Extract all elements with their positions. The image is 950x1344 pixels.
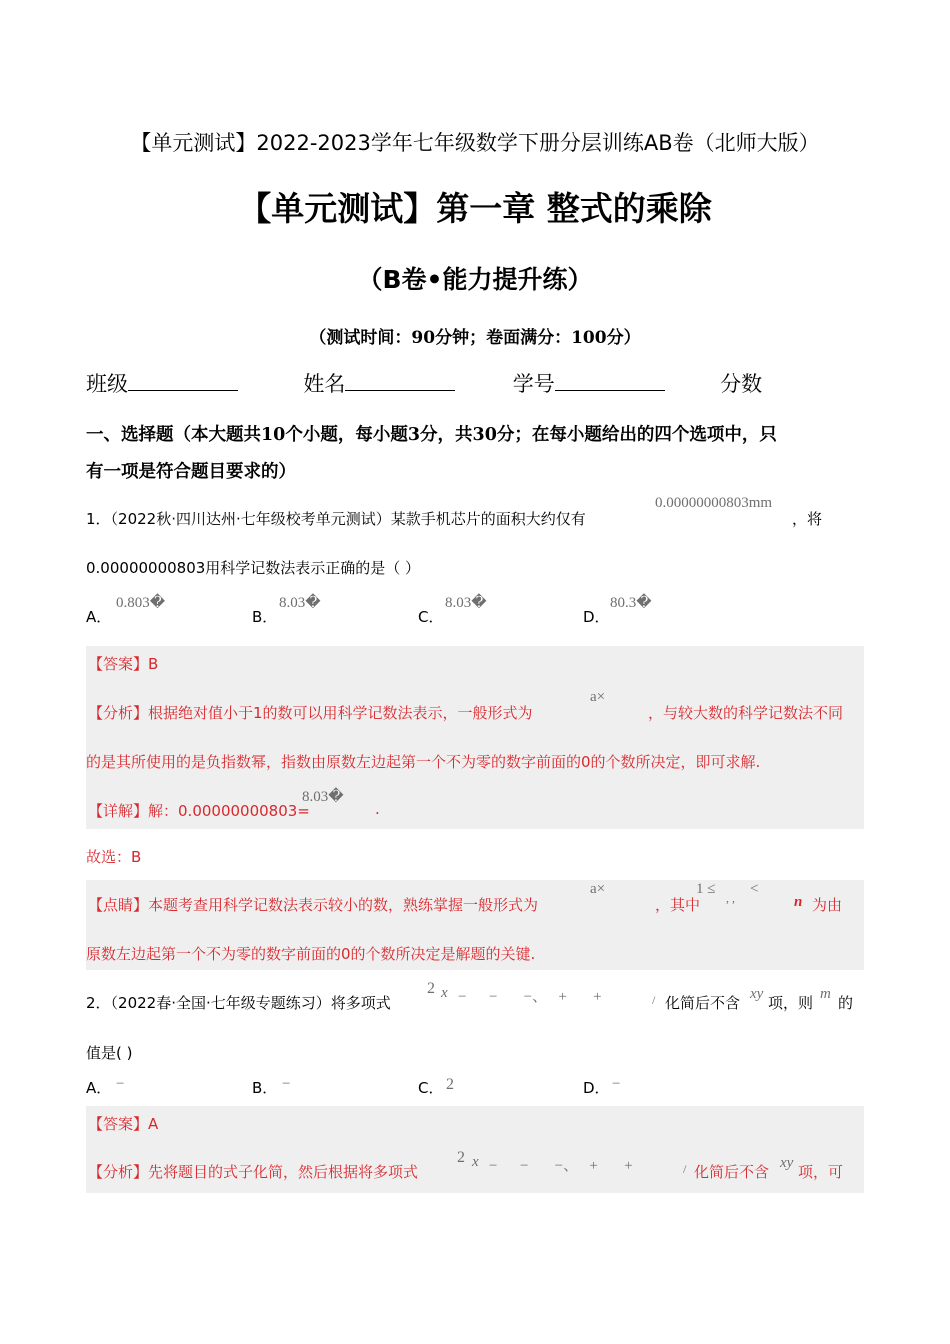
q2-option-b-expr: − bbox=[282, 1076, 291, 1092]
q1-option-a-expr: 0.803� bbox=[116, 595, 166, 611]
q1-comment-cond3: < bbox=[750, 881, 759, 897]
q1-analysis-line1-end: ，与较大数的科学记数法不同 bbox=[648, 704, 844, 722]
q1-detail: 【详解】解：0.00000000803= bbox=[88, 802, 310, 820]
q2-stem-after-b: 项，则 bbox=[768, 994, 814, 1012]
q1-stem-line1: 1．（2022秋·四川达州·七年级校考单元测试）某款手机芯片的面积大约仅有 bbox=[86, 510, 586, 528]
q1-comment-line1-end: 为由 bbox=[812, 896, 843, 914]
q1-answer: 【答案】B bbox=[88, 655, 159, 673]
q2-poly-end: / bbox=[652, 993, 656, 1007]
q1-comment-form: a× bbox=[590, 881, 606, 897]
q2-analysis-poly-rest: − − −、 + + bbox=[489, 1158, 633, 1174]
q1-comment-n: n bbox=[794, 894, 803, 910]
q1-option-c-label: C． bbox=[418, 608, 444, 626]
section-heading-line2: 有一项是符合题目要求的） bbox=[86, 462, 296, 482]
name-blank bbox=[345, 370, 455, 391]
time-info: （测试时间：90分钟；卷面满分：100分） bbox=[309, 328, 641, 348]
q2-poly-x: x bbox=[441, 985, 448, 1001]
q1-analysis-form: a× bbox=[590, 689, 606, 705]
name-label: 姓名 bbox=[303, 372, 346, 396]
q1-option-b-expr: 8.03� bbox=[279, 595, 321, 611]
q2-option-c-label: C． bbox=[418, 1079, 444, 1097]
q1-analysis-line1: 【分析】根据绝对值小于1的数可以用科学记数法表示，一般形式为 bbox=[88, 704, 533, 722]
q2-poly-lead: 2 bbox=[427, 980, 435, 997]
q2-m: m bbox=[820, 986, 831, 1002]
q2-option-d-expr: − bbox=[612, 1076, 621, 1092]
student-fields bbox=[86, 368, 762, 398]
q2-analysis-poly-end: / bbox=[683, 1162, 687, 1176]
q1-choice: 故选：B bbox=[86, 848, 142, 866]
q1-stem-after: ，将 bbox=[792, 510, 823, 528]
q1-stem-line2: 0.00000000803用科学记数法表示正确的是（ ） bbox=[86, 559, 421, 577]
q2-option-d-label: D． bbox=[583, 1079, 610, 1097]
q2-number: 2． bbox=[86, 994, 111, 1012]
q2-analysis-line1: 【分析】先将题目的式子化简，然后根据将多项式 bbox=[88, 1163, 419, 1181]
q2-analysis-xy: xy bbox=[780, 1155, 794, 1171]
q1-option-b-label: B． bbox=[252, 608, 278, 626]
section-heading-line1: 一、选择题（本大题共10个小题，每小题3分，共30分；在每小题给出的四个选项中，只 bbox=[86, 425, 777, 445]
score-label: 分数 bbox=[720, 372, 763, 396]
q2-xy: xy bbox=[750, 986, 764, 1002]
q1-detail-end: . bbox=[375, 800, 380, 818]
q2-option-a-expr: − bbox=[116, 1076, 125, 1092]
q1-number: 1． bbox=[86, 510, 111, 528]
q1-comment-line2: 原数左边起第一个不为零的数字前面的0的个数所决定是解题的关键. bbox=[86, 945, 536, 963]
q1-comment-cond2: , , bbox=[726, 891, 735, 905]
q1-detail-expr: 8.03� bbox=[302, 789, 344, 805]
series-title: 【单元测试】2022-2023学年七年级数学下册分层训练AB卷（北师大版） bbox=[130, 131, 820, 155]
q2-analysis-after-a: 化简后不含 bbox=[694, 1163, 770, 1181]
q1-option-c-expr: 8.03� bbox=[445, 595, 487, 611]
q2-option-b-label: B． bbox=[252, 1079, 278, 1097]
q1-analysis-line2: 的是其所使用的是负指数幂，指数由原数左边起第一个不为零的数字前面的0的个数所决定，即可求解. bbox=[86, 753, 761, 771]
q2-stem-line1: 2．（2022春·全国·七年级专题练习）将多项式 bbox=[86, 994, 391, 1012]
q2-analysis-after-b: 项，可 bbox=[798, 1163, 844, 1181]
q1-area-expression: 0.00000000803mm bbox=[655, 495, 773, 511]
q2-stem-line2: 值是( ) bbox=[86, 1044, 133, 1062]
q1-option-a-label: A． bbox=[86, 608, 112, 626]
q2-answer: 【答案】A bbox=[88, 1115, 159, 1133]
q1-option-d-expr: 80.3� bbox=[610, 595, 652, 611]
q2-option-a-label: A． bbox=[86, 1079, 112, 1097]
subtitle: （B卷•能力提升练） bbox=[357, 265, 593, 294]
q2-stem-after-a: 化简后不含 bbox=[665, 994, 741, 1012]
q1-comment-line1: 【点睛】本题考查用科学记数法表示较小的数，熟练掌握一般形式为 bbox=[88, 896, 539, 914]
q1-comment-cond1: 1 ≤ bbox=[696, 881, 716, 897]
q1-option-d-label: D． bbox=[583, 608, 610, 626]
class-blank bbox=[128, 370, 238, 391]
q2-analysis-poly-lead: 2 bbox=[457, 1149, 465, 1166]
id-label: 学号 bbox=[512, 372, 555, 396]
q2-stem-after-c: 的 bbox=[838, 994, 854, 1012]
id-blank bbox=[555, 370, 665, 391]
q1-comment-which: ，其中 bbox=[655, 896, 701, 914]
q2-option-c-expr: 2 bbox=[446, 1076, 454, 1093]
q2-poly-rest: − − −、 + + bbox=[458, 989, 602, 1005]
q2-analysis-poly-x: x bbox=[472, 1154, 479, 1170]
main-title: 【单元测试】第一章 整式的乘除 bbox=[238, 189, 712, 228]
class-label: 班级 bbox=[86, 372, 128, 396]
